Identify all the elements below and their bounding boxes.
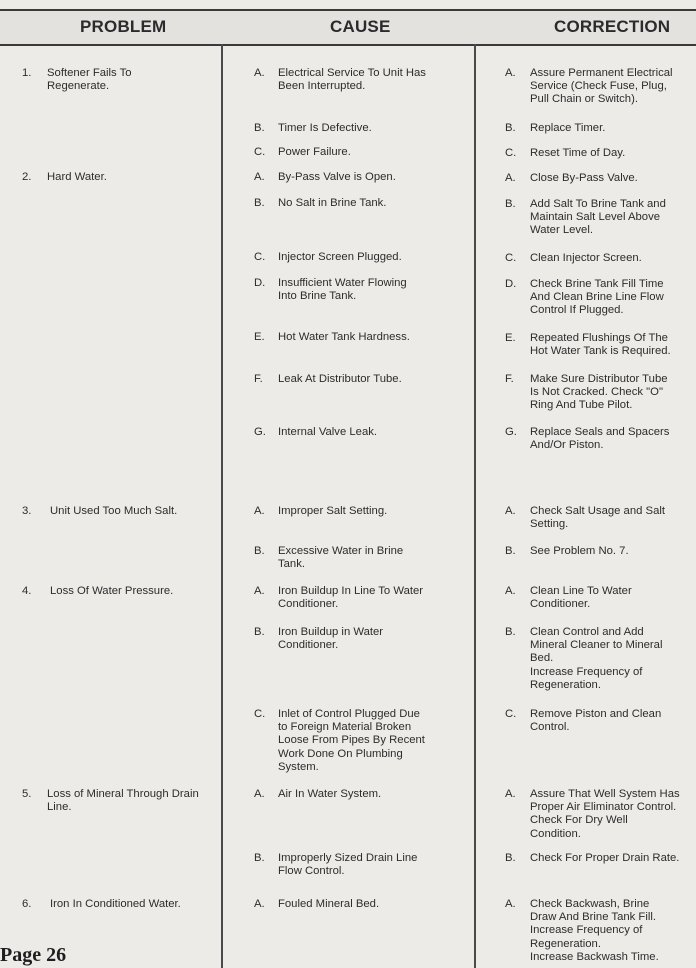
cause-header: CAUSE bbox=[330, 17, 391, 36]
correction-text: Check For Proper Drain Rate. bbox=[530, 852, 680, 864]
correction-text: Close By-Pass Valve. bbox=[530, 172, 638, 184]
correction-letter: G. bbox=[505, 426, 517, 438]
problem-text: Iron In Conditioned Water. bbox=[50, 898, 181, 910]
correction-text: Check Backwash, Brine Draw And Brine Tank Fill. Increase Frequency of Regeneration. Increase Backwash Time. bbox=[530, 898, 659, 963]
cause-text: No Salt in Brine Tank. bbox=[278, 197, 387, 209]
cause-letter: B. bbox=[254, 197, 265, 209]
cause-letter: A. bbox=[254, 505, 265, 517]
cause-text: Iron Buildup in Water Conditioner. bbox=[278, 626, 384, 652]
cause-letter: B. bbox=[254, 626, 265, 638]
cause-text: Hot Water Tank Hardness. bbox=[278, 331, 410, 343]
correction-letter: A. bbox=[505, 898, 516, 910]
correction-text: Assure Permanent Electrical Service (Check Fuse, Plug, Pull Chain or Switch). bbox=[530, 67, 673, 106]
problem-number: 4. bbox=[22, 585, 32, 597]
correction-text: Reset Time of Day. bbox=[530, 147, 626, 159]
cause-text: Excessive Water in Brine Tank. bbox=[278, 545, 404, 571]
correction-letter: E. bbox=[505, 332, 516, 344]
cause-text: Improper Salt Setting. bbox=[278, 505, 388, 517]
cause-letter: C. bbox=[254, 251, 266, 263]
cause-text: Injector Screen Plugged. bbox=[278, 251, 402, 263]
problem-header: PROBLEM bbox=[80, 17, 167, 36]
correction-text: Assure That Well System Has Proper Air Eliminator Control. Check For Dry Well Condition. bbox=[530, 788, 680, 840]
problem-text: Hard Water. bbox=[47, 171, 107, 183]
cause-letter: A. bbox=[254, 171, 265, 183]
cause-letter: E. bbox=[254, 331, 265, 343]
correction-text: See Problem No. 7. bbox=[530, 545, 629, 557]
problem-number: 5. bbox=[22, 788, 32, 800]
correction-letter: A. bbox=[505, 585, 516, 597]
problem-number: 1. bbox=[22, 67, 32, 79]
cause-text: Fouled Mineral Bed. bbox=[278, 898, 380, 910]
correction-letter: C. bbox=[505, 708, 517, 720]
correction-text: Clean Control and Add Mineral Cleaner to Mineral Bed. Increase Frequency of Regeneration. bbox=[530, 626, 663, 691]
correction-text: Add Salt To Brine Tank and Maintain Salt Level Above Water Level. bbox=[530, 198, 666, 237]
cause-letter: A. bbox=[254, 67, 265, 79]
cause-letter: B. bbox=[254, 852, 265, 864]
cause-letter: A. bbox=[254, 788, 265, 800]
cause-letter: D. bbox=[254, 277, 266, 289]
problem-number: 6. bbox=[22, 898, 32, 910]
cause-text: Power Failure. bbox=[278, 146, 351, 158]
cause-text: Electrical Service To Unit Has Been Interrupted. bbox=[278, 67, 426, 93]
correction-letter: B. bbox=[505, 122, 516, 134]
correction-letter: A. bbox=[505, 67, 516, 79]
correction-letter: A. bbox=[505, 505, 516, 517]
cause-text: Insufficient Water Flowing Into Brine Tank. bbox=[278, 277, 407, 303]
correction-header: CORRECTION bbox=[554, 17, 671, 36]
correction-letter: B. bbox=[505, 198, 516, 210]
problem-text: Unit Used Too Much Salt. bbox=[50, 505, 178, 517]
cause-letter: C. bbox=[254, 146, 266, 158]
correction-letter: A. bbox=[505, 788, 516, 800]
cause-letter: B. bbox=[254, 545, 265, 557]
correction-letter: D. bbox=[505, 278, 517, 290]
page-number: Page 26 bbox=[0, 944, 67, 966]
correction-letter: B. bbox=[505, 852, 516, 864]
correction-letter: C. bbox=[505, 252, 517, 264]
correction-letter: C. bbox=[505, 147, 517, 159]
problem-text: Loss of Mineral Through Drain Line. bbox=[47, 788, 199, 814]
column-divider-right bbox=[474, 44, 476, 968]
problem-number: 3. bbox=[22, 505, 32, 517]
cause-text: Inlet of Control Plugged Due to Foreign Material Broken Loose From Pipes By Recent Work Done On Plumbing System. bbox=[278, 708, 425, 773]
cause-text: Iron Buildup In Line To Water Conditioner. bbox=[278, 585, 424, 611]
cause-letter: B. bbox=[254, 122, 265, 134]
correction-letter: A. bbox=[505, 172, 516, 184]
header-rule bbox=[0, 44, 696, 46]
correction-text: Clean Injector Screen. bbox=[530, 252, 642, 264]
correction-text: Remove Piston and Clean Control. bbox=[530, 708, 662, 734]
correction-text: Make Sure Distributor Tube Is Not Cracked. Check "O" Ring And Tube Pilot. bbox=[530, 373, 668, 412]
cause-text: Leak At Distributor Tube. bbox=[278, 373, 402, 385]
cause-text: By-Pass Valve is Open. bbox=[278, 171, 396, 183]
column-divider-left bbox=[221, 44, 223, 968]
problem-text: Softener Fails To Regenerate. bbox=[47, 67, 132, 93]
correction-letter: F. bbox=[505, 373, 514, 385]
cause-text: Internal Valve Leak. bbox=[278, 426, 378, 438]
cause-letter: F. bbox=[254, 373, 263, 385]
correction-letter: B. bbox=[505, 626, 516, 638]
problem-text: Loss Of Water Pressure. bbox=[50, 585, 174, 597]
correction-text: Clean Line To Water Conditioner. bbox=[530, 585, 632, 611]
cause-letter: C. bbox=[254, 708, 266, 720]
correction-text: Replace Timer. bbox=[530, 122, 606, 134]
cause-text: Improperly Sized Drain Line Flow Control. bbox=[278, 852, 418, 878]
correction-letter: B. bbox=[505, 545, 516, 557]
cause-text: Air In Water System. bbox=[278, 788, 382, 800]
problem-number: 2. bbox=[22, 171, 32, 183]
correction-text: Replace Seals and Spacers And/Or Piston. bbox=[530, 426, 670, 452]
cause-letter: A. bbox=[254, 898, 265, 910]
correction-text: Repeated Flushings Of The Hot Water Tank is Required. bbox=[530, 332, 671, 358]
cause-text: Timer Is Defective. bbox=[278, 122, 372, 134]
cause-letter: G. bbox=[254, 426, 266, 438]
cause-letter: A. bbox=[254, 585, 265, 597]
correction-text: Check Brine Tank Fill Time And Clean Brine Line Flow Control If Plugged. bbox=[530, 278, 664, 317]
correction-text: Check Salt Usage and Salt Setting. bbox=[530, 505, 666, 531]
